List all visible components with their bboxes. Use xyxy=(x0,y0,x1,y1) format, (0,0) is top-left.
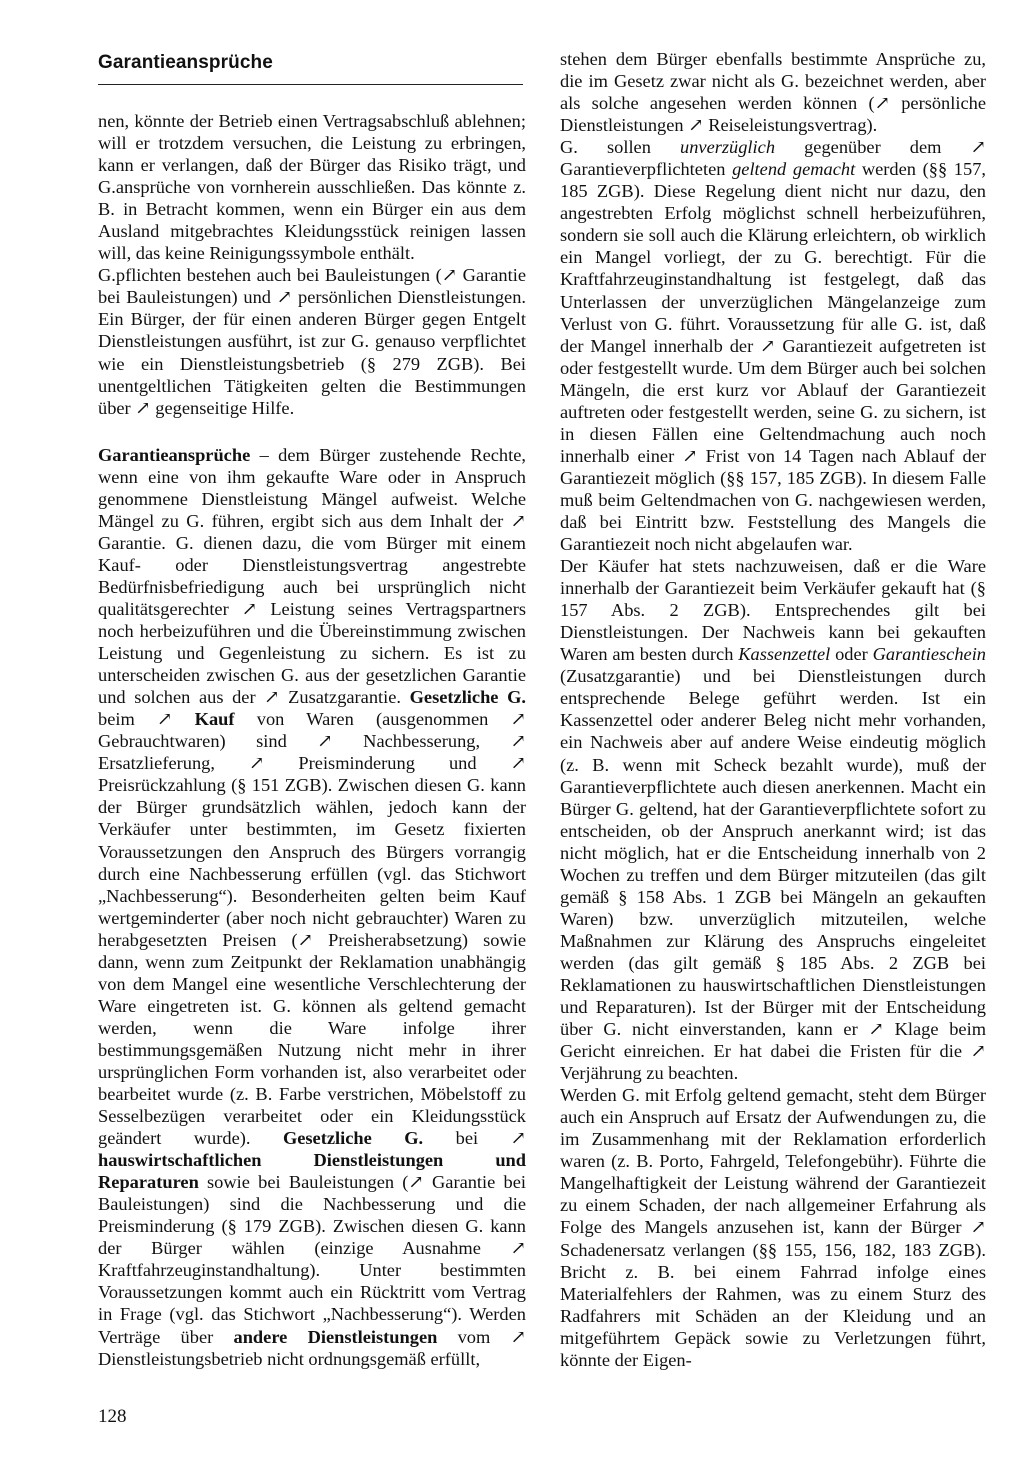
italic-term: unverzüglich xyxy=(680,137,776,158)
text-run: werden (§§ 157, 185 ZGB). Diese Regelung dient nicht nur dazu, den angestrebten Erfolg möglichst schnell herbeizuführen, sondern sie soll auch die Klärung erleichtern, ob wirklich ein Mangel vorliegt, der zu G. berechtigt. Für die Kraftfahrzeuginstandhaltung ist festgelegt, daß das Unterlassen der unverzüglichen Mängelanzeige zum Verlust von G. führt. Voraussetzung für alle G. ist, daß der Mangel innerhalb der ↗ Garantiezeit aufgetreten ist oder festgestellt wurde. Um dem Bürger auch bei solchen Mängeln, die erst kurz vor Ablauf der Garantiezeit auftreten oder festgestellt werden, seine G. zu sichern, ist in diesen Fällen eine Geltendmachung auch noch innerhalb einer ↗ Frist von 14 Tagen nach Ablauf der Garantiezeit möglich (§§ 157, 185 ZGB). In diesem Falle muß beim Geltendmachen von G. nachgewiesen werden, daß bei Eintritt bzw. Feststellung des Mangels die Garantiezeit noch nicht abgelaufen war. xyxy=(560,159,986,555)
text-run: G. sollen xyxy=(560,137,681,158)
paragraph: nen, könnte der Betrieb einen Vertragsabschluß ablehnen; will er trotzdem versuchen, die Leistung zu erbringen, kann er verlangen, daß der Bürger das Risiko trägt, und G.ansprüche von vornherein ausschließen. Das könnte z. B. in Betracht kommen, wenn ein Bürger ein aus dem Ausland mitgebrachtes Kleidungsstück reinigen lassen will, das keine Reinigungssymbole enthält. xyxy=(98,111,526,264)
paragraph xyxy=(560,555,986,1084)
text-run: gegenüber dem ↗ Garantieverpflichteten xyxy=(560,137,986,180)
bold-term: andere Dienstleistungen xyxy=(233,1326,438,1347)
text-run: (Zusatzgarantie) und bei Dienstleistungen durch entsprechende Belege geführt werden. Ist ein Kassenzettel oder anderer Beleg nicht mehr vorhanden, ein Nachweis aber auf andere Weise eindeutig möglich (z. B. wenn mit Scheck bezahlt wurde), muß der Garantieverpflichtete auch diesen anerkennen. Macht ein Bürger G. geltend, hat der Garantieverpflichtete sofort zu entscheiden, ob der Anspruch anerkannt wird; ist das nicht möglich, hat er die Entscheidung innerhalb von 2 Wochen zu treffen und dem Bürger mitzuteilen (das gilt gemäß § 158 Abs. 1 ZGB bei Mängeln an gekauften Waren) bzw. unverzüglich mitzuteilen, welche Maßnahmen zur Klärung des Anspruchs eingeleitet werden (das gilt gemäß § 185 Abs. 2 ZGB bei Reklamationen zu hauswirtschaftlichen Dienstleistungen und Reparaturen). Ist der Bürger mit der Entscheidung über G. nicht einverstanden, kann er ↗ Klage beim Gericht einreichen. Er hat dabei die Fristen für die ↗ Verjährung zu beachten. xyxy=(560,666,986,1084)
text-run: oder xyxy=(830,644,873,665)
text-run: bei ↗ xyxy=(423,1128,526,1149)
text-run: beim ↗ xyxy=(98,709,195,730)
left-column xyxy=(98,110,526,1370)
entry-garantieansprueche xyxy=(98,444,526,1370)
text-run: Der Käufer hat stets nachzuweisen, daß er die Ware innerhalb der Garantiezeit beim Verkäufer gekauft hat (§ 157 Abs. 2 ZGB). Entsprechendes gilt bei Dienstleistungen. Der Nachweis kann bei gekauften Waren am besten durch xyxy=(560,556,986,665)
paragraph: Werden G. mit Erfolg geltend gemacht, steht dem Bürger auch ein Anspruch auf Ersatz der Aufwendungen zu, die im Zusammenhang mit der Reklamation erforderlich waren (z. B. Porto, Fahrgeld, Telefongebühr). Führte die Mangelhaftigkeit der Leistung während der Garantiezeit zu einem Schaden, der nach allgemeiner Erfahrung als Folge des Mangels anzusehen ist, kann der Bürger ↗ Schadenersatz verlangen (§§ 155, 156, 182, 183 ZGB). Bricht z. B. bei einem Fahrrad infolge eines Materialfehlers der Rahmen, was zu einem Sturz des Radfahrers mit Schäden an der Kleidung und an mitgeführtem Gepäck sowie zu Verletzungen führt, könnte der Eigen- xyxy=(560,1085,986,1370)
paragraph xyxy=(560,136,986,555)
paragraph: stehen dem Bürger ebenfalls bestimmte Ansprüche zu, die im Gesetz zwar nicht als G. bezeichnet werden, aber als solche angesehen werden können (↗ persönliche Dienstleistungen ↗ Reiseleistungsvertrag). xyxy=(560,49,986,136)
bold-term: Gesetzliche G. xyxy=(409,687,526,708)
italic-term: Kassenzettel xyxy=(738,644,831,665)
running-header xyxy=(98,52,523,74)
header-title: Garantieansprüche xyxy=(98,52,273,73)
italic-term: geltend gemacht xyxy=(732,159,856,180)
bold-term: hauswirtschaftlichen Dienstleistungen und Reparaturen xyxy=(98,1150,526,1193)
paragraph: G.pflichten bestehen auch bei Bauleistungen (↗ Garantie bei Bauleistungen) und ↗ persönlichen Dienstleistungen. Ein Bürger, der für einen anderen Bürger gegen Entgelt Dienstleistungen ausführt, ist zur G. genauso verpflichtet wie ein Dienstleistungsbetrieb (§ 279 ZGB). Bei unentgeltlichen Tätigkeiten gelten die Bestimmungen über ↗ gegenseitige Hilfe. xyxy=(98,265,526,418)
text-run: sowie bei Bauleistungen (↗ Garantie bei Bauleistungen) sind die Nachbesserung und die Preisminderung (§ 179 ZGB). Zwischen diesen G. kann der Bürger wählen (einzige Ausnahme ↗ Kraftfahrzeuginstandhaltung). Unter bestimmten Voraussetzungen kommt auch ein Rücktritt vom Vertrag in Frage (vgl. das Stichwort „Nachbesserung“). Werden Verträge über xyxy=(98,1172,526,1347)
text-run: von Waren (ausgenommen ↗ Gebrauchtwaren) sind ↗ Nachbesserung, ↗ Ersatzlieferung, ↗ Preisminderung und ↗ Preisrückzahlung (§ 151 ZGB). Zwischen diesen G. kann der Bürger grundsätzlich wählen, jedoch kann der Verkäufer unter bestimmten, im Gesetz fixierten Voraussetzungen den Anspruch des Bürgers vorrangig durch eine Nachbesserung erfüllen (vgl. das Stichwort „Nachbesserung“). Besonderheiten gelten beim Kauf wertgeminderter (aber noch nicht gebrauchter) Waren zu herabgesetzten Preisen (↗ Preisherabsetzung) sowie dann, wenn zum Zeitpunkt der Reklamation unabhängig von dem Mangel eine wesentliche Verschlechterung der Ware eingetreten ist. G. können als geltend gemacht werden, wenn die Ware infolge ihrer bestimmungsgemäßen Nutzung nicht mehr in ihrer ursprünglichen Form vorhanden ist, also verarbeitet oder bearbeitet wurde (z. B. Farbe verstrichen, Möbelstoff zu Sesselbezügen verarbeitet oder ein Kleidungsstück geändert wurde). xyxy=(98,709,526,1149)
header-rule xyxy=(98,84,523,85)
italic-term: Garantieschein xyxy=(872,644,986,665)
bold-term: Kauf xyxy=(194,709,235,730)
right-column xyxy=(560,48,986,1371)
bold-term: Gesetzliche G. xyxy=(282,1128,424,1149)
text-run: – dem Bürger zustehende Rechte, wenn eine von ihm gekaufte Ware oder in Anspruch genommene Dienstleistung Mängel aufweist. Welche Mängel zu G. führen, ergibt sich aus dem Inhalt der ↗ Garantie. G. dienen dazu, die vom Bürger mit einem Kauf- oder Dienstleistungsvertrag angestrebte Bedürfnisbefriedigung auch bei ursprünglich nicht qualitätsgerechter ↗ Leistung seines Vertragspartners noch herbeizuführen und die Übereinstimmung zwischen Leistung und Gegenleistung zu sichern. Es ist zu unterscheiden zwischen G. aus der gesetzlichen Garantie und solchen aus der ↗ Zusatzgarantie. xyxy=(98,444,526,708)
page-number: 128 xyxy=(98,1406,127,1427)
entry-headword: Garantieansprüche xyxy=(98,444,251,465)
text-run: vom ↗ Dienstleistungsbetrieb nicht ordnungsgemäß erfüllt, xyxy=(98,1326,526,1369)
